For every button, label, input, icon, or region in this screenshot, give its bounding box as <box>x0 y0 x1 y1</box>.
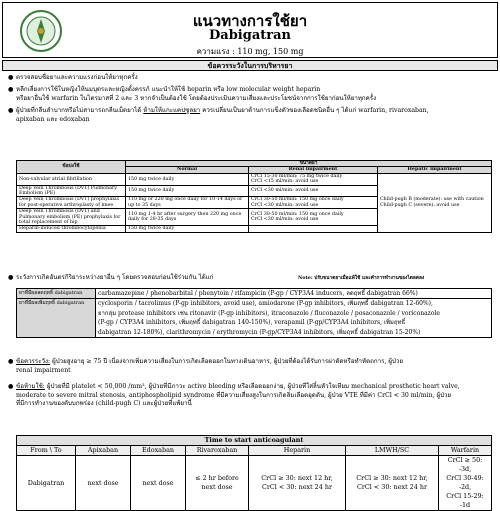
table-row: ยาที่มีผลลดฤทธิ์ dabigatran carbamazepine / phenobarbital / phenytoin / rifampicin (P-gp / CYP3A4 inducers, ลดฤทธิ์ dabigatran 66%) <box>17 289 492 299</box>
drug-name: Dabigatran <box>209 28 291 43</box>
document-title: แนวทางการใช้ยา <box>192 12 308 30</box>
document-page <box>2 2 498 509</box>
table-row: Deep Vein Thrombosis (DVT) prophylaxis for post-operative arthroplasty of knee 110 mg or 220 mg once daily for 10-14 days or up to 35 days CrCl 30-50 ml/min: 150 mg once daily CrCl <30 ml/min: avoid use <box>17 197 492 209</box>
col-renal: Renal impairment <box>249 167 378 173</box>
bullet-swallowing: ● ผู้ป่วยที่กลืนลำบากหรือไม่สามารถกลืนเม็ดยาได้ ห้ามให้แกะแคปซูลยา ควรเปลี่ยนเป็นยาต้านการแข็งตัวของเลือดชนิดอื่น ๆ ได้แก่ warfarin, rivaroxaban, apixaban และ edoxaban <box>8 107 429 123</box>
drug-strength: ความแรง : 110 mg, 150 mg <box>196 47 304 56</box>
col-normal: Normal <box>126 167 249 173</box>
table-row: Dabigatran next dose next dose ≤ 2 hr before next dose CrCl ≥ 30: next 12 hr, CrCl < 30: next 24 hr CrCl ≥ 30: next 12 hr, CrCl < 30: next 24 hr CrCl ≥ 50: -3d, CrCl 30-49: -2d, CrCl 15-29: -1d <box>17 456 492 511</box>
anticoagulant-table <box>16 435 492 511</box>
table-row: ยาที่มีผลเพิ่มฤทธิ์ dabigatran cyclosporin / tacrolimus (P-gp inhibitors, avoid use), amiodarone (P-gp inhibitors, เพิ่มฤทธิ์ dabigatran 12-60%), ยากลุ่ม protease inhibitors เช่น ritonavir (P-gp inhibitors), itraconazole / fluconazole / posaconazole / voriconazole (P-gp / CYP3A4 inhibitors, เพิ่มฤทธิ์ dabigatran 140-150%), verapamil (P-gp/CYP3A4 inhibitors, เพิ่มฤทธิ์ dabigatran 12-180%), clarithromycin / erythromycin (P-gp/CYP3A4 inhibitors, เพิ่มฤทธิ์ dabigatran 15-20%) <box>17 299 492 338</box>
table-row: Heparin-induced thrombocytopenia 150 mg twice daily <box>17 226 492 232</box>
table-row: Non-valvular atrial fibrillation 150 mg twice daily CrCl 15-30 ml/min: 75 mg twice daily CrCl <15 ml/min: avoid use Child-pugh B (moderate): use with caution Child-pugh C (severe): avoid use <box>17 173 492 185</box>
bullet-pregnancy: ● หลีกเลี่ยงการใช้ในหญิงให้นมบุตรและหญิงตั้งครรภ์ แนะนำให้ใช้ heparin หรือ low molecular weight heparin หรือยาอื่นใช้ warfarin ในไตรมาสที่ 2 และ 3 หากจำเป็นต้องใช้ โดยต้องประเมินความเสี่ยงและประโยชน์จากการใช้ยาก่อนให้ยาทุกครั้ง <box>8 86 377 102</box>
table-row: Deep Vein Thrombosis (DVT) Pulmonary Embolism (PE) 150 mg twice daily CrCl <30 ml/min: avoid use <box>17 185 492 197</box>
renal-note: Note: ปรับขนาดยาเมื่อแพ้ใช้ และคำการทำงานของไตลดลง <box>298 275 425 281</box>
document-header <box>2 2 498 58</box>
precautions-banner: ข้อควรระวังในการบริหารยา <box>2 60 498 71</box>
table-header-row: From \ To Apixaban Edoxaban Rivaroxaban Heparin LMWH/SC Warfarin <box>17 446 492 456</box>
col-hepatic: Hepatic impairment <box>378 167 492 173</box>
bullet-interactions: ● ระวังการเกิดอันตรกิริยาระหว่างยาอื่น ๆ โดยตรวจสอบก่อนใช้ร่วมกัน ได้แก่ <box>8 274 214 281</box>
dose-table <box>16 160 492 233</box>
anticoag-title: Time to start anticoagulant <box>17 436 492 446</box>
col-indication: ข้อบ่งใช้ <box>17 161 126 174</box>
col-dose: ขนาดยา <box>126 161 492 167</box>
bullet-caution: ● ข้อควรระวัง: ผู้ป่วยสูงอายุ ≥ 75 ปี เนื่องจากเพิ่มความเสี่ยงในการเกิดเลือดออกในทางเดินอาหาร, ผู้ป่วยที่ต้องได้รับการผ่าตัดหรือทำหัตถการ, ผู้ป่วย renal impairment <box>8 358 403 374</box>
reduce-label: ยาที่มีผลลดฤทธิ์ dabigatran <box>17 289 96 299</box>
table-row: Deep Vein Thrombosis (DVT) and Pulmonary embolism (PE) prophylaxis for total replacement of hip 110 mg 1-4 hr after surgery then 220 mg once daily for 28-35 days CrCl 30-50 ml/min: 150 mg once daily CrCl <30 ml/min: avoid use <box>17 209 492 226</box>
bullet-check-name: ● ตรวจสอบชื่อยาและความแรงก่อนให้ยาทุกครั้ง <box>8 74 138 81</box>
interaction-table <box>16 288 492 338</box>
increase-label: ยาที่มีผลเพิ่มฤทธิ์ dabigatran <box>17 299 96 338</box>
bullet-contraindication: ● ข้อห้ามใช้: ผู้ป่วยที่มี platelet < 50,000 /mm³, ผู้ป่วยที่มีภาวะ active bleeding หรือเลือดออกง่าย, ผู้ป่วยที่ใส่ลิ้นหัวใจเทียม mechanical prosthetic heart valve, moderate to severe mitral stenosis, antiphospholipid syndrome ที่มีความเสี่ยงสูงในการเกิดลิ่มเลือดอุดตัน, ผู้ป่วย VTE ที่มีค่า CrCl < 30 ml/min, ผู้ป่วย ที่มีการทำงานของตับบกพร่อง (child-pugh C) และผู้ป่วยที่แพ้ยานี้ <box>8 383 460 408</box>
